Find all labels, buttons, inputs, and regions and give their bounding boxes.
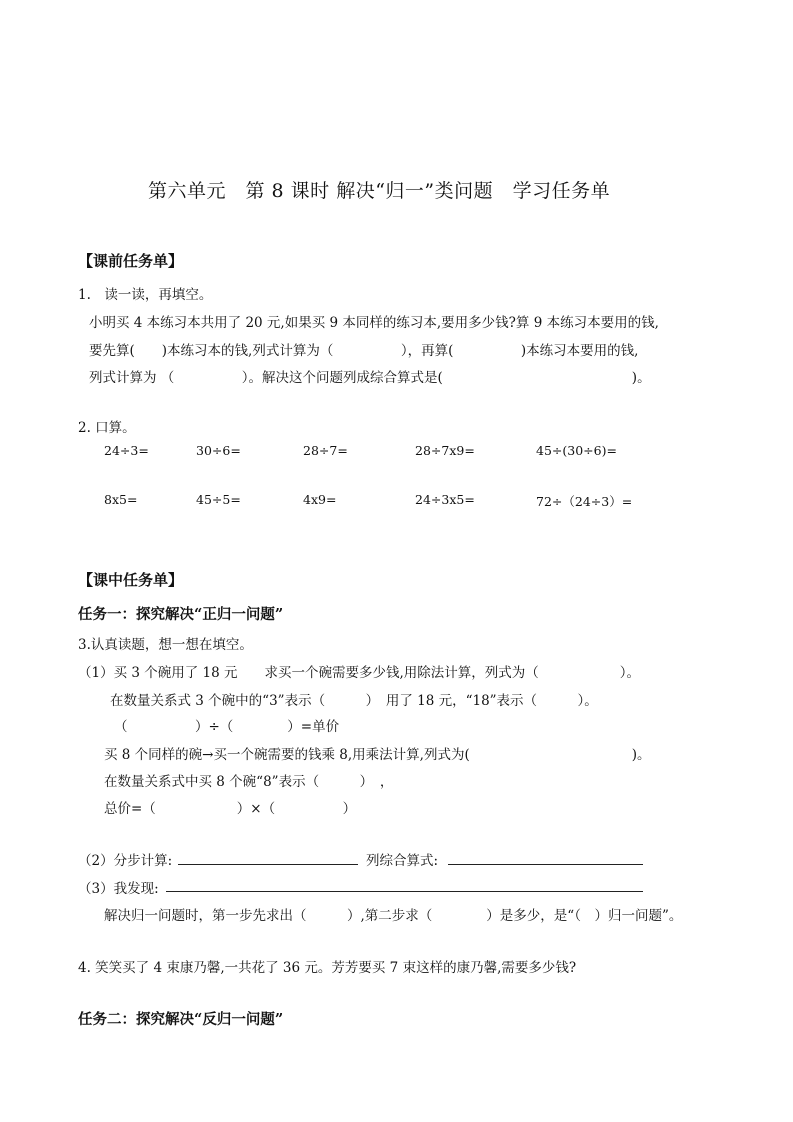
q1-line-2: 要先算( )本练习本的钱,列式计算为（ ），再算( )本练习本要用的钱, xyxy=(89,343,639,359)
q1-line-1: 小明买 4 本练习本共用了 20 元,如果买 9 本同样的练习本,要用多少钱?算 9 本练习本要用的钱, xyxy=(89,315,659,331)
in-class-heading: 【课中任务单】 xyxy=(78,571,184,589)
q3-part1-line-6: 总价=（ ）×（ ） xyxy=(104,801,357,817)
q3-part1-line-3: （ ）÷（ ）=单价 xyxy=(114,719,340,735)
mental-math-item: 28÷7x9= xyxy=(415,443,475,458)
q3-part1-line-1: （1）买 3 个碗用了 18 元 求买一个碗需要多少钱,用除法计算，列式为（ ）。 xyxy=(78,665,641,681)
pre-class-heading: 【课前任务单】 xyxy=(78,252,184,270)
q1-label: 1. 读一读，再填空。 xyxy=(78,287,213,303)
discovery-answer-line xyxy=(166,891,643,892)
q3-part1-line-4: 买 8 个同样的碗→买一个碗需要的钱乘 8,用乘法计算,列式为( )。 xyxy=(104,747,651,763)
mental-math-item: 45÷5= xyxy=(196,492,241,507)
task2-title: 任务二：探究解决“反归一问题” xyxy=(78,1011,284,1028)
combined-formula-label: 列综合算式: xyxy=(366,853,439,869)
mental-math-item: 72÷（24÷3）= xyxy=(536,494,633,509)
step-calc-answer-line xyxy=(178,864,358,865)
q3-part3-text: 解决归一问题时，第一步先求出（ ）,第二步求（ ）是多少，是“（ ）归一问题”。 xyxy=(104,908,683,924)
q3-part1-line-2: 在数量关系式 3 个碗中的“3”表示（ ） 用了 18 元，“18”表示（ ）。 xyxy=(110,693,598,709)
mental-math-item: 28÷7= xyxy=(303,443,348,458)
mental-math-item: 4x9= xyxy=(303,492,337,507)
task1-title: 任务一：探究解决“正归一问题” xyxy=(78,606,284,623)
q3-part1-line-5: 在数量关系式中买 8 个碗“8”表示（ ） ， xyxy=(104,774,394,790)
q3-part3-label: （3）我发现: xyxy=(78,881,159,897)
q3-part2-label: （2）分步计算: xyxy=(78,853,173,869)
combined-formula-answer-line xyxy=(448,864,643,865)
page-title: 第六单元 第 8 课时 解决“归一”类问题 学习任务单 xyxy=(148,180,611,202)
mental-math-item: 8x5= xyxy=(104,492,138,507)
mental-math-item: 24÷3x5= xyxy=(415,492,475,507)
mental-math-item: 24÷3= xyxy=(104,443,149,458)
q2-label: 2. 口算。 xyxy=(78,420,136,436)
q1-line-3: 列式计算为 （ ）。解决这个问题列成综合算式是( )。 xyxy=(89,370,651,386)
mental-math-item: 45÷(30÷6)= xyxy=(536,443,617,458)
q3-label: 3.认真读题，想一想在填空。 xyxy=(78,637,253,653)
q4-text: 4. 笑笑买了 4 束康乃馨,一共花了 36 元。芳芳要买 7 束这样的康乃馨,需要多少钱? xyxy=(78,960,577,976)
mental-math-item: 30÷6= xyxy=(196,443,241,458)
